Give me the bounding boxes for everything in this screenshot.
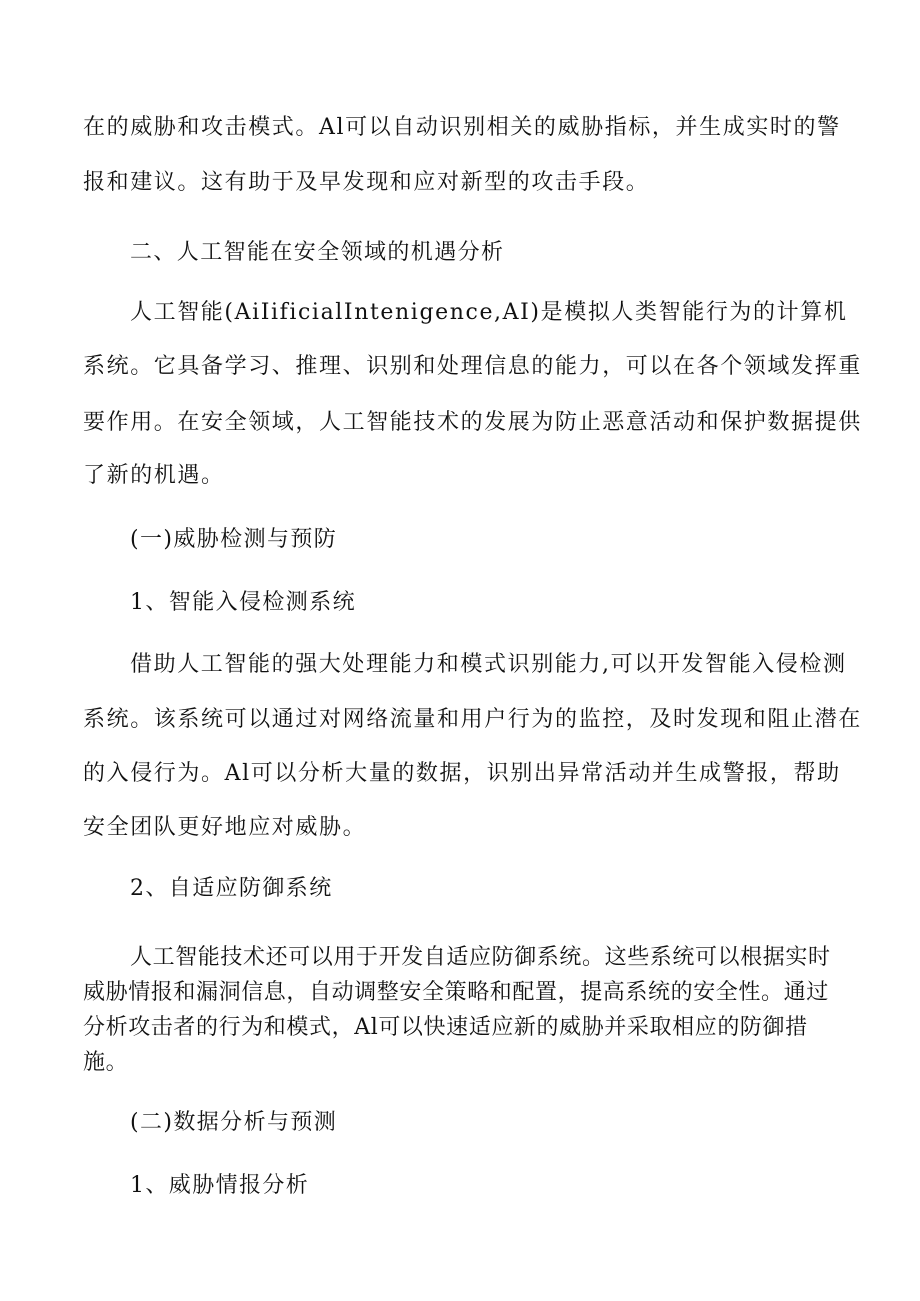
subheading-2: (二)数据分析与预测: [130, 1110, 338, 1135]
item-heading-3: 1、威胁情报分析: [130, 1173, 310, 1198]
item-heading-2: 2、自适应防御系统: [130, 876, 333, 901]
paragraph-4-line-2: 威胁情报和漏洞信息，自动调整安全策略和配置，提高系统的安全性。通过: [83, 980, 829, 1005]
paragraph-3-line-3: 的入侵行为。Al可以分析大量的数据，识别出异常活动并生成警报，帮助: [83, 761, 841, 786]
section-heading-2: 二、人工智能在安全领域的机遇分析: [130, 240, 505, 265]
paragraph-2-line-1: 人工智能(AiIificialIntenigence,AI)是模拟人类智能行为的计算机: [130, 300, 848, 325]
paragraph-3-line-4: 安全团队更好地应对威胁。: [83, 815, 367, 840]
paragraph-3-line-1: 借助人工智能的强大处理能力和模式识别能力,可以开发智能入侵检测: [130, 652, 847, 677]
paragraph-2-line-2: 系统。它具备学习、推理、识别和处理信息的能力，可以在各个领域发挥重: [83, 354, 862, 379]
paragraph-2-line-4: 了新的机遇。: [83, 463, 225, 488]
paragraph-1-line-1: 在的威胁和攻击模式。Al可以自动识别相关的威胁指标，并生成实时的警: [83, 115, 841, 140]
paragraph-4-line-4: 施。: [83, 1050, 129, 1075]
paragraph-4-line-3: 分析攻击者的行为和模式，Al可以快速适应新的威胁并采取相应的防御措: [83, 1015, 808, 1040]
paragraph-4-line-1: 人工智能技术还可以用于开发自适应防御系统。这些系统可以根据实时: [130, 945, 831, 970]
paragraph-1-line-2: 报和建议。这有助于及早发现和应对新型的攻击手段。: [83, 170, 650, 195]
paragraph-2-line-3: 要作用。在安全领域，人工智能技术的发展为防止恶意活动和保护数据提供: [83, 410, 862, 435]
subheading-1: (一)威胁检测与预防: [130, 527, 338, 552]
item-heading-1: 1、智能入侵检测系统: [130, 590, 356, 615]
paragraph-3-line-2: 系统。该系统可以通过对网络流量和用户行为的监控，及时发现和阻止潜在: [83, 707, 862, 732]
